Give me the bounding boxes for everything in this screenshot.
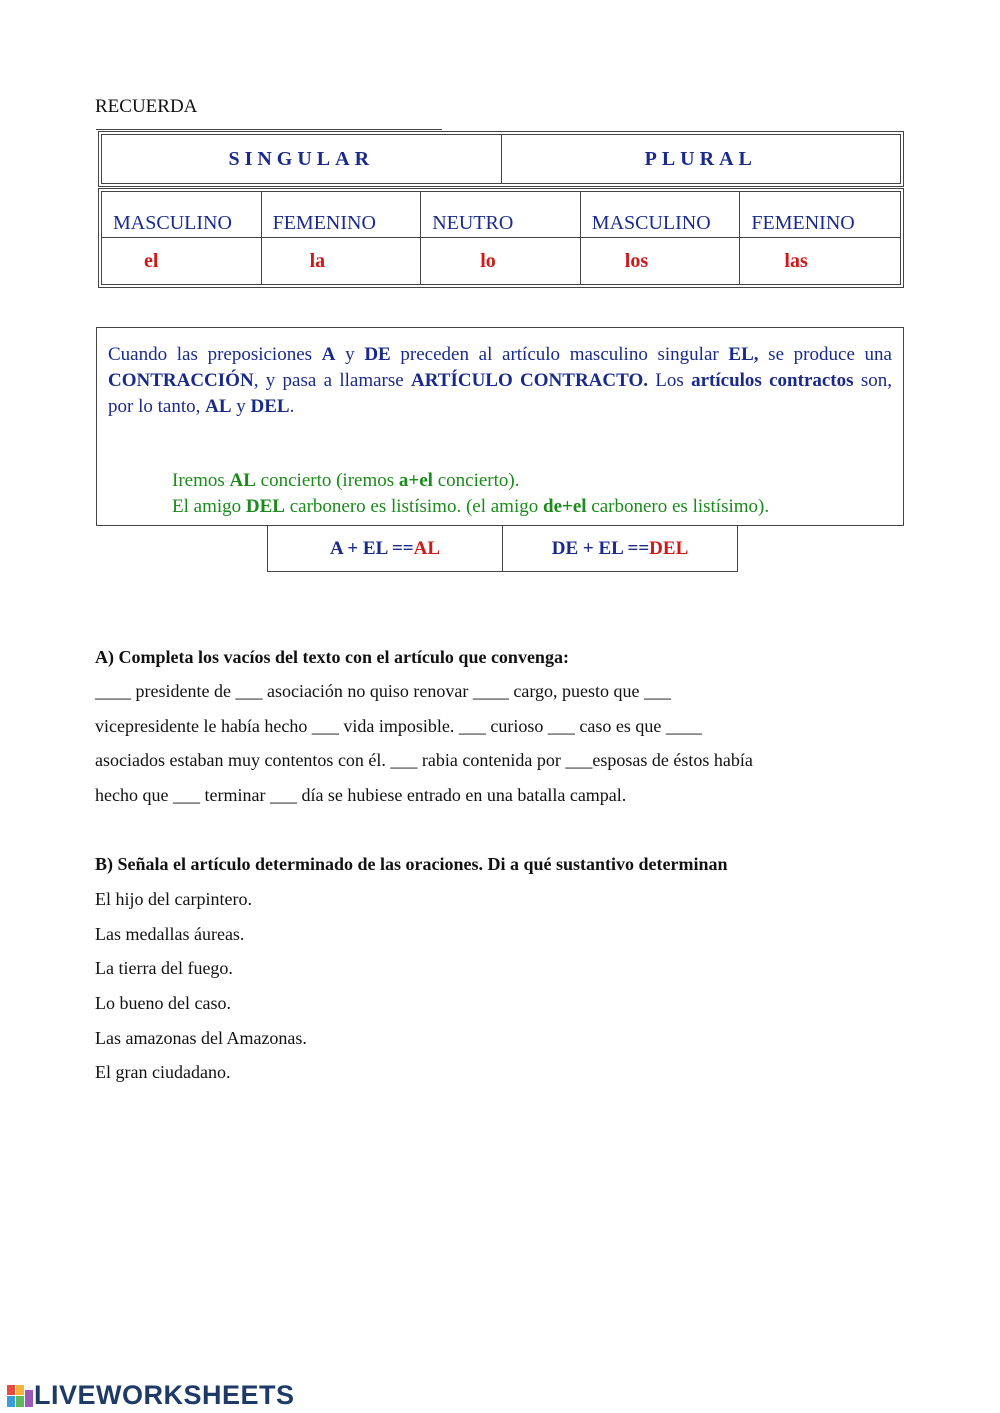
formula-del: DE + EL == DEL [502,526,737,571]
gender-header: FEMENINO [262,192,422,238]
exercise-line: vicepresidente le había hecho ___ vida imposible. ___ curioso ___ caso es que ____ [95,716,702,736]
gender-header: MASCULINO [102,192,262,238]
formula-table [267,526,738,572]
plural-header: PLURAL [501,135,901,183]
sentence-line: Las amazonas del Amazonas. [95,1028,307,1048]
gender-header: FEMENINO [740,192,900,238]
article-cell: el [102,238,262,284]
sentence-line: El gran ciudadano. [95,1062,231,1082]
divider [96,129,442,130]
article-cell: las [784,249,808,272]
gender-header: NEUTRO [421,192,581,238]
recuerda-heading: RECUERDA [95,96,198,117]
gender-header: MASCULINO [581,192,741,238]
example-sentence: Iremos AL concierto (iremos a+el concierto). [172,470,520,491]
section-b-title: B) Señala el artículo determinado de las oraciones. Di a qué sustantivo determinan [95,854,728,874]
example-sentence: El amigo DEL carbonero es listísimo. (el amigo de+el carbonero es listísimo). [172,496,770,517]
sentence-line: El hijo del carpintero. [95,889,252,909]
sentence-line: La tierra del fuego. [95,958,233,978]
article-cell: la [262,238,422,284]
exercise-line: asociados estaban muy contentos con él. ___ rabia contenida por ___esposas de éstos había [95,750,753,770]
article-table [98,188,904,288]
sentence-line: Las medallas áureas. [95,924,245,944]
section-a-title: A) Completa los vacíos del texto con el artículo que convenga: [95,647,569,667]
exercise-line: hecho que ___ terminar ___ día se hubiese entrado en una batalla campal. [95,785,627,805]
blocks-icon [6,1384,34,1408]
sentence-line: Lo bueno del caso. [95,993,231,1013]
article-cell: los [581,238,741,284]
formula-al: A + EL == AL [329,537,441,559]
explanation-text: Cuando las preposiciones A y DE preceden al artículo masculino singular EL, se produce una CONTRACCIÓN, y pasa a llamarse ARTÍCULO CONTRACTO. Los artículos contractos son, por lo tanto, AL y DEL. [108,344,892,417]
exercise-line: ____ presidente de ___ asociación no quiso renovar ____ cargo, puesto que ___ [95,681,672,701]
liveworksheets-logo [6,1380,295,1411]
number-header-table [98,131,904,187]
logo-text: LIVEWORKSHEETS [34,1380,295,1410]
singular-header: SINGULAR [228,147,375,170]
article-cell: lo [421,238,581,284]
